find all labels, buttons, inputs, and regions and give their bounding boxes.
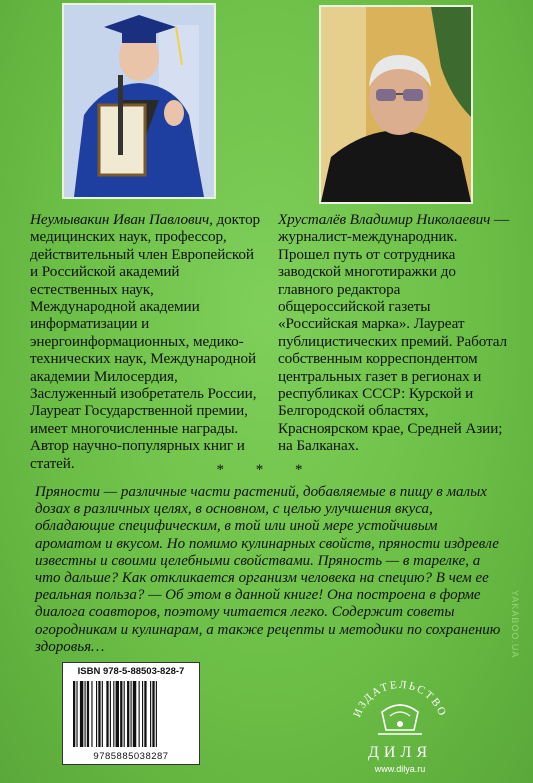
publisher-url: www.dilya.ru: [374, 764, 426, 774]
barcode-number: 9785885038287: [93, 751, 169, 762]
barcode-icon: [71, 681, 191, 749]
author1-photo: [62, 3, 216, 199]
book-annotation: Пряности — различные части растений, добавляемые в пищу в малых дозах в различных целях, в основном, с целью улучшения вкуса, обладающие специфическим, в той или иной мере устойчивым ароматом и вкусом. Но помимо кулинарных свойств, пряности издревле известны и своими целебными свойствами. Пряность — в тарелке, а что дальше? Как откликается организм человека на специю? В чем ее реальная польза? — Об этом в данной книге! Она построена в форме диалога соавторов, поэтому читается легко. Содержит советы огородникам и кулинарам, а также рецепты и методики по сохранению здоровья…: [35, 484, 501, 655]
author2-bio-text: — журналист-международник. Прошел путь от сотрудника заводской многотиражки до главного редактора общероссийской газеты «Российская марка». Лауреат публицистических премий. Работал собственным корреспондентом центральных газет в регионах и республиках СССР: Курской и Белгородской областях, Красноярском крае, Средней Азии; на Балканах.: [278, 211, 510, 455]
publisher-arc-text: ИЗДАТЕЛЬСТВО: [351, 678, 449, 720]
author1-bio-text: доктор медицинских наук, профессор, действительный член Европейской и Российской академий естественных наук, Международной академии информатизации и энергоинформационных, медико-технических наук, Международной академии Милосердия, Заслуженный изобретатель России, Лауреат Государственной премии, имеет многочисленные награды. Автор научно-популярных книг и статей.: [30, 211, 261, 472]
watermark: YAKABOO.UA: [510, 590, 520, 659]
barcode-block: [62, 662, 200, 765]
author2-photo: [319, 5, 473, 204]
section-separator: * * *: [216, 462, 317, 478]
author2-name: Хрусталёв Владимир Николаевич: [278, 211, 491, 228]
publisher-logo: [340, 668, 460, 778]
isbn-label: ISBN 978-5-88503-828-7: [77, 666, 185, 677]
author1-name: Неумывакин Иван Павлович,: [30, 211, 213, 228]
publisher-name: ДИЛЯ: [368, 744, 432, 761]
author2-portrait: [321, 7, 471, 202]
svg-text:ИЗДАТЕЛЬСТВО: [351, 679, 449, 719]
author1-bio: [30, 211, 262, 472]
author1-portrait: [64, 5, 214, 197]
publisher-emblem-icon: [340, 668, 460, 748]
author2-bio: [278, 211, 510, 455]
